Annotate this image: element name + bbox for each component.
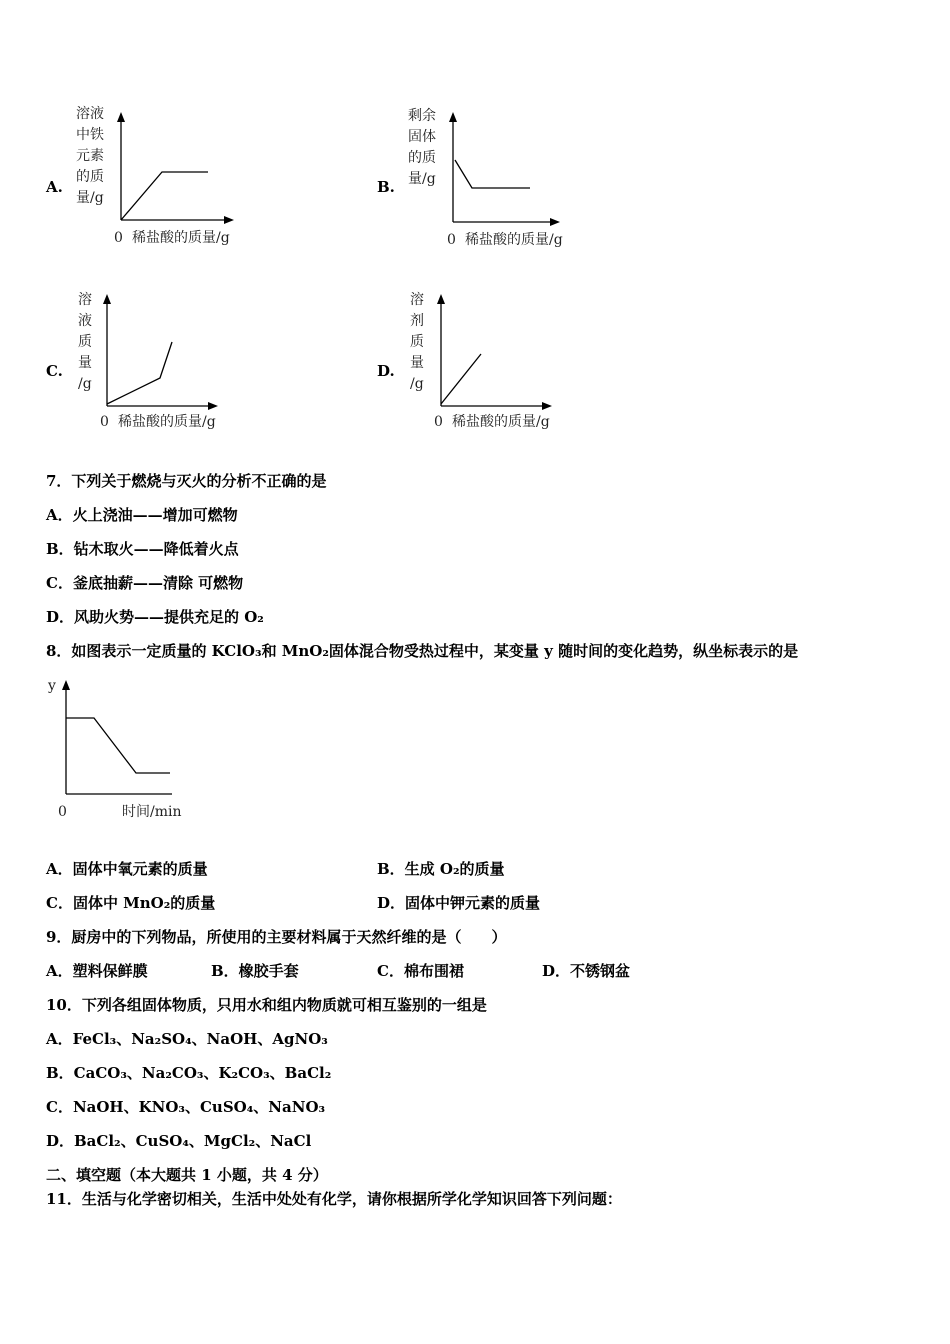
graph-c-xlabel: 稀盐酸的质量/g: [118, 414, 216, 430]
graph-a-axes: [110, 108, 240, 226]
option-c-label: C.: [46, 362, 63, 380]
graph-b-curve: [455, 160, 530, 188]
graph-a-xlabel: 稀盐酸的质量/g: [132, 230, 230, 246]
graph-a-curve: [121, 172, 208, 220]
option-a-label: A.: [46, 178, 63, 196]
graph-b-xlabel: 稀盐酸的质量/g: [465, 232, 563, 248]
q8-option-d: D．固体中钾元素的质量: [377, 894, 541, 912]
graph-b-origin: 0: [447, 232, 456, 248]
graph-a-origin: 0: [114, 230, 123, 246]
graph-b-axes: [442, 108, 572, 226]
q10-option-b: B．CaCO₃、Na₂CO₃、K₂CO₃、BaCl₂: [46, 1064, 332, 1082]
q7-option-d: D．风助火势——提供充足的 O₂: [46, 608, 264, 626]
graph-a-ylabel: 溶液 中铁 元素 的质 量/g: [76, 106, 104, 206]
graph-d-axes: [430, 290, 560, 412]
graph-c-origin: 0: [100, 414, 109, 430]
graph-d-curve: [441, 354, 481, 404]
graph-c-ylabel: 溶 液 质 量 /g: [78, 292, 92, 392]
q8-graph-xlabel: 时间/min: [122, 804, 182, 820]
q11-stem: 11．生活与化学密切相关，生活中处处有化学，请你根据所学化学知识回答下列问题：: [46, 1190, 622, 1208]
q7-option-a: A．火上浇油——增加可燃物: [46, 506, 238, 524]
q10-stem: 10．下列各组固体物质，只用水和组内物质就可相互鉴别的一组是: [46, 996, 487, 1014]
q8-graph-ylabel: y: [48, 678, 56, 694]
q9-stem: 9．厨房中的下列物品，所使用的主要材料属于天然纤维的是（ ）: [46, 928, 507, 946]
q8-option-b: B．生成 O₂的质量: [377, 860, 505, 878]
q7-option-c: C．釜底抽薪——清除 可燃物: [46, 574, 244, 592]
q7-option-b: B．钻木取火——降低着火点: [46, 540, 239, 558]
graph-d-origin: 0: [434, 414, 443, 430]
q8-option-a: A．固体中氧元素的质量: [46, 860, 208, 878]
q9-option-d: D．不锈钢盆: [542, 962, 631, 980]
q10-option-d: D．BaCl₂、CuSO₄、MgCl₂、NaCl: [46, 1132, 312, 1150]
q9-option-b: B．橡胶手套: [211, 962, 299, 980]
section-2-title: 二、填空题（本大题共 1 小题，共 4 分）: [46, 1166, 328, 1184]
q9-option-c: C．棉布围裙: [377, 962, 464, 980]
q8-graph-origin: 0: [58, 804, 67, 820]
q8-option-c: C．固体中 MnO₂的质量: [46, 894, 216, 912]
graph-c-curve: [107, 342, 172, 404]
graph-d-xlabel: 稀盐酸的质量/g: [452, 414, 550, 430]
q7-stem: 7．下列关于燃烧与灭火的分析不正确的是: [46, 472, 327, 490]
graph-d-ylabel: 溶 剂 质 量 /g: [410, 292, 424, 392]
q8-stem: 8．如图表示一定质量的 KClO₃和 MnO₂固体混合物受热过程中，某变量 y 随时间的变化趋势，纵坐标表示的是: [46, 642, 799, 660]
q8-graph-curve: [66, 718, 170, 773]
graph-b-ylabel: 剩余 固体 的质 量/g: [408, 108, 436, 187]
graph-c-axes: [96, 290, 226, 412]
q10-option-a: A．FeCl₃、Na₂SO₄、NaOH、AgNO₃: [46, 1030, 328, 1048]
q10-option-c: C．NaOH、KNO₃、CuSO₄、NaNO₃: [46, 1098, 326, 1116]
option-b-label: B.: [377, 178, 395, 196]
option-d-label: D.: [377, 362, 395, 380]
q9-option-a: A．塑料保鲜膜: [46, 962, 148, 980]
q8-graph-axes: [56, 676, 186, 798]
